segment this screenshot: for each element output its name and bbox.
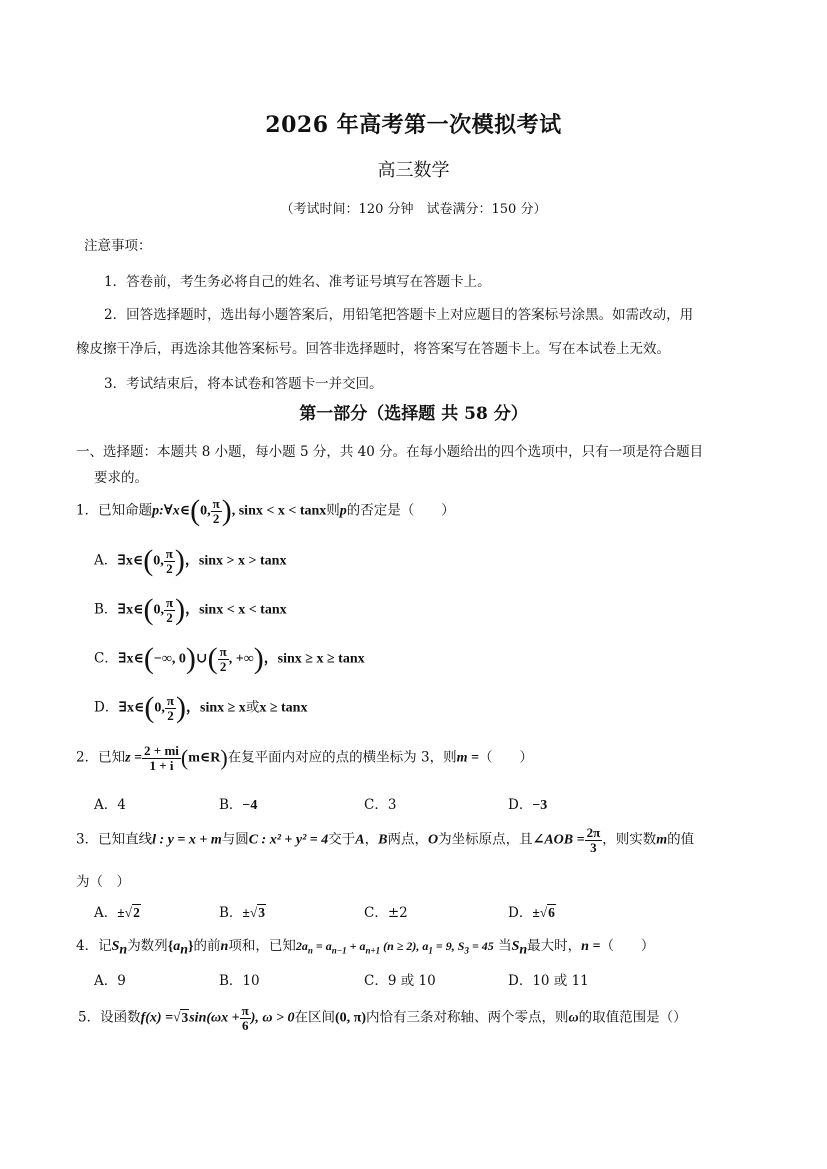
brace-close: }: [188, 939, 194, 954]
q1-tail-2: 的否定是（ ）: [346, 502, 455, 519]
paren-open: (: [207, 642, 218, 675]
q1-option-b-exists: ∃x∈: [117, 602, 144, 618]
q1-p: p: [339, 503, 347, 519]
q4-text-3: 项和，已知: [228, 938, 296, 954]
q1-option-d-condition-2: x ≥ tanx: [259, 700, 308, 716]
frac-den: 3: [590, 839, 597, 855]
q2-m-in-r: m∈R: [188, 750, 221, 766]
q1-option-d-condition-1: ，sinx ≥ x: [186, 700, 246, 716]
q1-frac-den: 2: [212, 510, 220, 526]
q4-rel-4-sub: 1: [428, 945, 433, 956]
q4-option-a[interactable]: A．9: [94, 973, 126, 989]
q1-option-a-label: A．: [94, 552, 118, 569]
q3-text-3: ，: [364, 831, 379, 848]
question-5-stem: [78, 1004, 687, 1032]
q1-tail: 则: [326, 502, 340, 519]
radicand: 3: [181, 1009, 189, 1025]
q2-option-a[interactable]: A．4: [94, 797, 126, 813]
q3-m: m: [656, 832, 668, 848]
q3-text-6: ，则实数: [602, 831, 657, 848]
q5-omega: ω: [568, 1010, 579, 1026]
q4-sn-2-sub: n: [519, 942, 528, 958]
paren-close: ): [185, 642, 196, 675]
section-1-instructions-line-1: 一、选择题：本题共 8 小题，每小题 5 分，共 40 分。在每小题给出的四个选项中，只有一项是符合题目: [76, 444, 704, 460]
q1-option-c-condition: ，sinx ≥ x ≥ tanx: [263, 651, 365, 667]
q5-interval: (0, π): [335, 1010, 367, 1026]
question-4-stem: [76, 934, 654, 959]
q1-proposition: p:∀x∈: [152, 503, 191, 519]
q3-text-2: 交于: [328, 831, 356, 848]
q5-fraction: [240, 1004, 251, 1032]
paren-close: ): [253, 642, 264, 675]
q1-option-c-label: C．: [94, 650, 118, 667]
q2-z: z =: [125, 750, 143, 766]
paren-open: (: [180, 745, 189, 771]
q5-number: 5．设函数: [78, 1009, 141, 1026]
q1-option-c-fraction: [218, 645, 229, 673]
q2-option-c[interactable]: C．3: [364, 797, 397, 813]
paren-open: (: [143, 642, 154, 675]
q2-number: 2．已知: [76, 749, 126, 766]
q2-option-b-label: B．: [219, 797, 243, 813]
q4-number: 4．记: [76, 938, 112, 954]
frac-num: π: [165, 545, 173, 561]
q4-option-b[interactable]: B．10: [219, 973, 260, 989]
q4-relation: [295, 939, 494, 956]
q4-option-c[interactable]: C．9 或 10: [364, 973, 436, 989]
paren-open: (: [143, 544, 154, 577]
q2-fraction: [142, 744, 181, 772]
q3-stem-line-2: 为（ ）: [76, 874, 130, 890]
q1-option-d-zero: 0,: [154, 700, 165, 716]
q1-option-b[interactable]: [94, 595, 287, 625]
q3-option-b[interactable]: [219, 901, 266, 921]
paren-open: (: [144, 691, 155, 724]
question-2-stem: [76, 744, 533, 772]
q4-an-sub: n: [180, 942, 189, 958]
q1-option-a-exists: ∃x∈: [117, 553, 144, 569]
q4-option-d[interactable]: D．10 或 11: [508, 973, 589, 989]
frac-den: 2: [219, 658, 227, 674]
q1-option-b-condition: ，sinx < x < tanx: [185, 602, 287, 618]
radicand: 2: [133, 905, 140, 920]
paren-open: (: [190, 494, 201, 527]
pm-sign: ±: [532, 905, 540, 920]
q1-option-a-zero: 0,: [153, 553, 164, 569]
section-1-title: 第一部分（选择题 共 58 分）: [299, 404, 528, 424]
q1-number: 1．已知命题: [76, 502, 153, 519]
q3-point-a: A: [355, 832, 365, 848]
q3-option-d-value: ±√6: [532, 905, 555, 920]
q4-text-2: 的前: [193, 938, 221, 954]
q1-zero: 0,: [200, 503, 211, 519]
q3-number: 3．已知直线: [76, 831, 153, 848]
q1-option-b-zero: 0,: [153, 602, 164, 618]
frac-den: 2: [166, 560, 173, 576]
q3-point-b: B: [378, 832, 388, 848]
q2-option-d-label: D．: [508, 797, 533, 813]
frac-num: 2 + mi: [144, 743, 179, 758]
q3-angle: ∠AOB =: [532, 832, 585, 848]
q5-text-2: 内恰有三条对称轴、两个零点，则: [366, 1009, 569, 1026]
q3-option-b-label: B．: [219, 905, 243, 921]
q3-option-c[interactable]: C．±2: [364, 905, 408, 921]
frac-num: π: [165, 594, 174, 610]
paren-open: (: [143, 593, 154, 626]
q5-text-1: 在区间: [294, 1009, 336, 1026]
q4-rel-4: (n ≥ 2), a: [380, 939, 429, 953]
paren-close: ): [221, 494, 232, 527]
q2-option-b[interactable]: [219, 793, 257, 814]
notice-item-2-line-1: 2．回答选择题时，选出每小题答案后，用铅笔把答题卡上对应题目的答案标号涂黑。如需改动，用: [104, 307, 694, 323]
pm-sign: ±: [117, 905, 125, 920]
section-1-instructions-line-2: 要求的。: [94, 470, 148, 486]
q1-option-c-infinity: , +∞: [228, 651, 254, 667]
q3-text-4: 两点，: [387, 831, 428, 848]
paren-close: ): [175, 593, 186, 626]
notice-item-1: 1．答卷前，考生务必将自己的姓名、准考证号填写在答题卡上。: [104, 274, 491, 290]
q4-rel-5-sub: 3: [464, 945, 469, 956]
q3-circle-equation: C : x² + y² = 4: [248, 832, 329, 848]
q1-option-c[interactable]: [94, 644, 365, 674]
q1-frac-num: π: [212, 495, 220, 511]
q1-option-d-label: D．: [94, 699, 119, 716]
q2-option-d[interactable]: [508, 793, 547, 814]
q2-tail: 在复平面内对应的点的横坐标为 3，则: [227, 749, 457, 766]
q3-origin: O: [427, 832, 439, 848]
q1-option-c-interval-1: −∞, 0: [153, 651, 186, 667]
frac-num: π: [166, 692, 174, 708]
frac-den: 2: [167, 707, 174, 723]
exam-info: （考试时间：120 分钟 试卷满分：150 分）: [280, 202, 547, 217]
q5-sqrt: √3: [173, 1009, 189, 1025]
q3-option-b-value: ±√3: [242, 905, 266, 920]
q5-sin: sin(ωx +: [189, 1010, 240, 1026]
q1-option-a-fraction: [164, 547, 175, 575]
q4-answer-blank: （ ）: [600, 938, 655, 954]
q4-n-eq: n =: [581, 939, 601, 954]
brace-open: {: [167, 939, 174, 954]
q3-option-d[interactable]: [508, 901, 556, 921]
q4-rel-3-sub: n+1: [365, 945, 381, 956]
q4-sn-sub: n: [119, 942, 128, 958]
q1-option-d-exists: ∃x∈: [118, 700, 145, 716]
q4-rel-2: = a: [312, 939, 332, 953]
question-1-stem: [76, 496, 455, 526]
q4-text-5: 最大时，: [527, 938, 582, 954]
q2-option-d-value: −3: [532, 798, 548, 813]
notice-heading: 注意事项：: [84, 238, 152, 254]
q3-option-a-label: A．: [94, 905, 118, 921]
q3-option-a[interactable]: [94, 901, 141, 921]
frac-num: π: [219, 643, 227, 659]
question-3-stem: [76, 826, 694, 854]
q4-an: a: [173, 939, 181, 954]
q1-option-c-exists: ∃x∈: [117, 651, 144, 667]
q1-option-b-label: B．: [94, 601, 118, 618]
q2-answer-blank: （ ）: [478, 749, 533, 766]
pm-sign: ±: [242, 905, 250, 920]
frac-den: 6: [241, 1017, 249, 1033]
paren-close: ): [220, 745, 228, 771]
exam-subtitle: 高三数学: [377, 160, 450, 181]
q5-rest: ), ω > 0: [250, 1010, 295, 1026]
q4-rel-3: + a: [346, 939, 366, 953]
frac-num: 2π: [586, 825, 601, 840]
notice-item-2-line-2: 橡皮擦干净后，再选涂其他答案标号。回答非选择题时，将答案写在答题卡上。写在本试卷上无效。: [76, 341, 670, 357]
q3-text-1: 与圆: [221, 831, 249, 848]
q1-option-d[interactable]: [94, 693, 307, 723]
q1-option-d-fraction: [165, 694, 176, 722]
paren-close: ): [176, 691, 186, 724]
q3-line-equation: l : y = x + m: [152, 832, 222, 848]
q1-option-c-union: ∪: [195, 651, 208, 667]
q3-option-a-value: ±√2: [117, 905, 140, 920]
q2-m-eq: m =: [456, 750, 479, 766]
q4-text-4: 当: [493, 938, 512, 954]
q1-option-a-condition: ，sinx > x > tanx: [184, 553, 287, 569]
frac-den: 1 + i: [149, 757, 174, 773]
q1-option-d-or: 或: [245, 699, 260, 716]
q1-fraction: [211, 497, 222, 525]
q4-rel-6: = 45: [468, 939, 494, 953]
q5-function: f(x) =: [140, 1010, 174, 1026]
exam-title: 2026 年高考第一次模拟考试: [265, 112, 562, 138]
q5-text-3: 的取值范围是（）: [578, 1009, 687, 1026]
q3-text-5: 为坐标原点，且: [438, 831, 533, 848]
q3-text-7: 的值: [667, 831, 695, 848]
paren-close: ): [174, 544, 185, 577]
q4-sn-2: S: [511, 939, 520, 954]
q4-n: n: [220, 939, 229, 954]
q4-rel-5: = 9, S: [432, 939, 465, 953]
frac-den: 2: [166, 609, 173, 625]
q1-option-a[interactable]: [94, 546, 286, 576]
radicand: 3: [258, 905, 266, 920]
q4-sn: S: [111, 939, 120, 954]
notice-item-3: 3．考试结束后，将本试卷和答题卡一并交回。: [104, 376, 383, 392]
q1-condition: , sinx < x < tanx: [231, 503, 327, 519]
q2-option-b-value: −4: [242, 798, 258, 813]
q4-rel-2-sub: n−1: [331, 945, 347, 956]
q3-fraction: [585, 826, 603, 854]
q3-option-d-label: D．: [508, 905, 533, 921]
q4-rel-1: 2a: [295, 939, 308, 953]
frac-num: π: [241, 1003, 249, 1018]
q1-option-b-fraction: [164, 596, 175, 624]
radicand: 6: [548, 905, 555, 920]
q4-text-1: 为数列: [127, 938, 168, 954]
q4-rel-1-sub: n: [307, 945, 313, 956]
